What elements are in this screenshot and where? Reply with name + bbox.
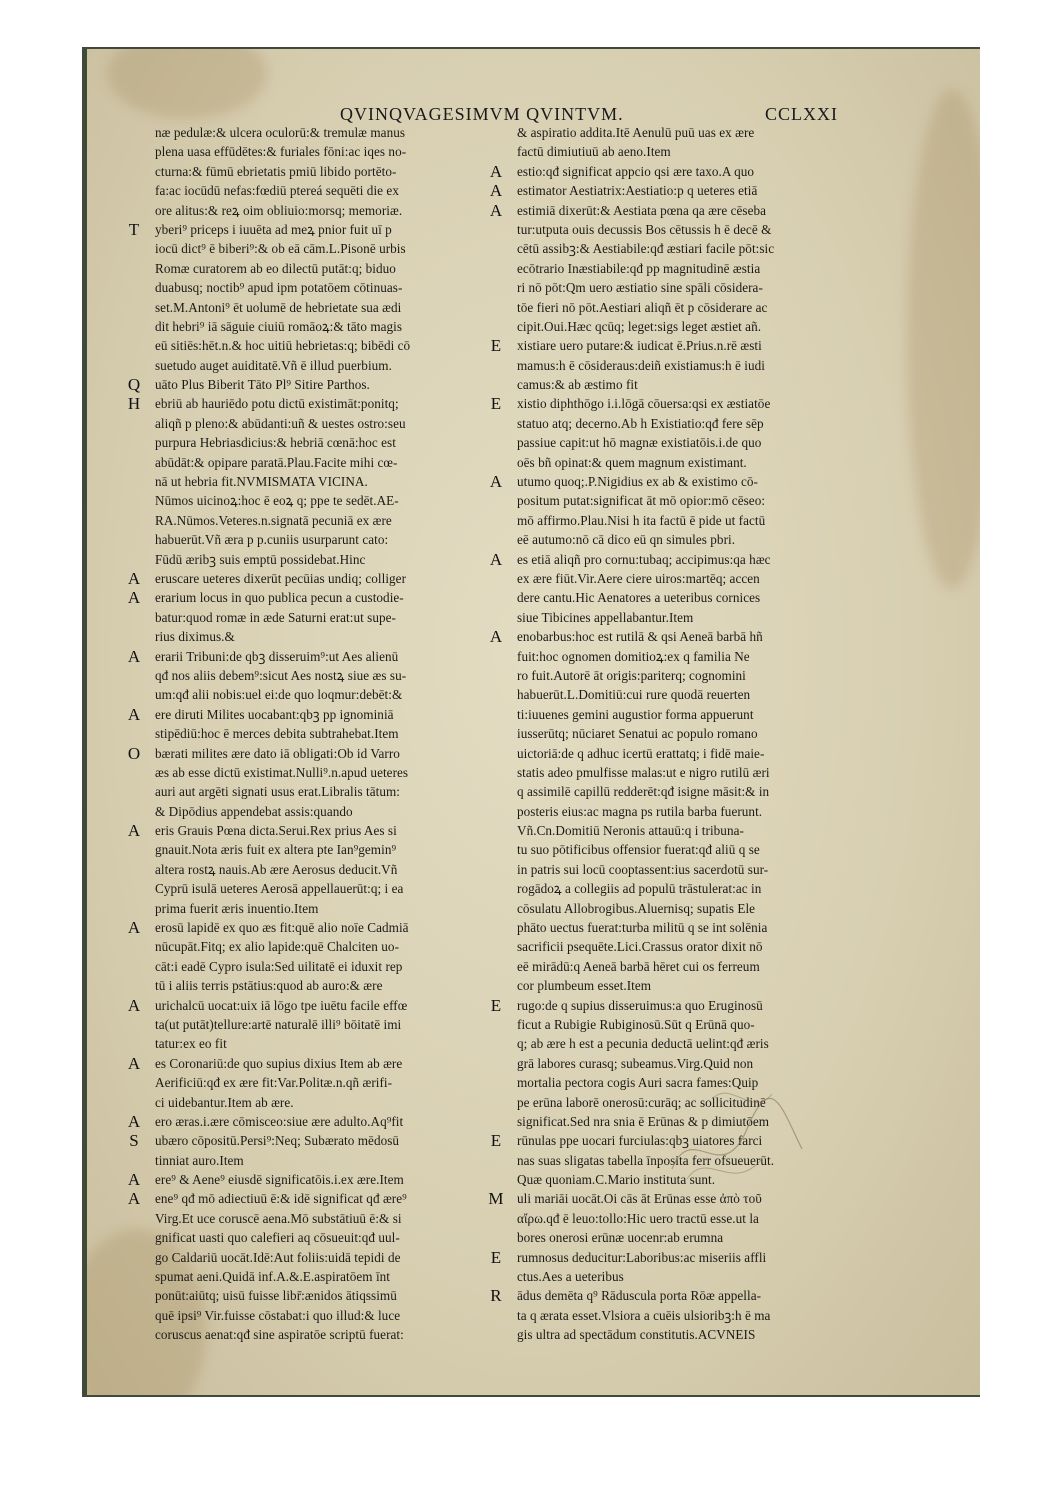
right-text-line [517,511,847,530]
line-text: fuit:hoc ognomen domitioꝝ:ex q familia Ne [517,648,750,664]
right-text-line [517,724,847,743]
right-text-line [489,472,847,492]
marginal-initial: A [127,568,141,588]
line-text: suetudo auget auiditatē.Vñ ē illud puerbium. [155,357,392,373]
marginal-initial: Q [127,375,141,395]
line-text: uictoriā:de q adhuc icertū erattatq; i fidē maie- [517,745,765,761]
left-text-line [155,627,485,646]
left-text-line [155,685,485,704]
line-text: ficut a Rubigie Rubiginosū.Sūt q Erūnā quo- [517,1016,755,1032]
line-text: positum putat:significat āt mō opior:mō cēseo: [517,493,766,509]
marginal-initial: A [127,1111,141,1131]
line-text: habuerūt.L.Domitiū:cui rure quodā reuerten [517,687,751,703]
line-text: ri nō pōt:Qm uero æstiatio sine spāli cōsidera- [517,280,763,296]
left-text-line [155,840,485,859]
right-text-line [490,1286,847,1306]
right-text-line [517,976,847,995]
line-text: gis ultra ad spectādum constitutis.ACVNEIS [517,1327,756,1343]
line-text: pe erūna laborē onerosū:curāq; ac sollicitudinē [517,1094,766,1110]
right-text-line [517,375,847,394]
left-text-line [155,162,485,181]
marginal-initial: A [127,1053,141,1073]
right-text-line [517,763,847,782]
marginal-initial: A [489,181,503,201]
marginal-initial: A [127,646,141,666]
line-text: passiue capit:ut hō magnæ existiatōis.i.de quo [517,435,762,451]
right-text-line [517,957,847,976]
line-text: eē mirādū:q Aeneā barbā hēret cui os ferreum [517,958,760,974]
line-text: gnificat uasti quo calefieri aq cōsueuit:qđ uul- [155,1230,400,1246]
left-text-line [127,995,485,1015]
marginal-initial: A [489,200,503,220]
line-text: ponūt:aiūtq; uisū fuisse libr̄:ænidos ātiqssimū [155,1288,397,1304]
line-text: mō affirmo.Plau.Nisi h ita factū ē pide ut factū [517,512,766,528]
line-text: abūdāt:& opipare paratā.Plau.Facite mihi cœ- [155,454,398,470]
line-text: cētū assibꝫ:& Aestiabile:qđ æstiari facile pōt:sic [517,241,775,257]
left-text-line [155,414,485,433]
line-text: ubæro cōpositū.Persi⁹:Neq; Subærato mēdosū [155,1133,400,1149]
left-text-line [155,550,485,569]
line-text: & Dipōdius appendebat assis:quando [155,803,353,819]
line-text: eris Grauis Pœna dicta.Serui.Rex prius Aes si [155,823,397,839]
left-text-line [127,375,485,395]
marginal-initial: A [127,704,141,724]
right-text-line [517,840,847,859]
left-text-line [127,646,485,666]
left-text-line [127,1189,485,1209]
marginal-initial: A [127,995,141,1015]
right-text-line [517,491,847,510]
line-text: dit hebri⁹ iā sāguie ciuiū romāoꝝ:& tāto magis [155,318,403,334]
left-text-line [127,394,485,414]
line-text: Cyprū isulā ueteres Aerosā appellauerūt:q; i ea [155,881,404,897]
line-text: iocū dict⁹ ē biberi⁹:& ob eā cām.L.Pisonē urbis [155,241,406,257]
left-text-line [155,724,485,743]
left-text-line [127,588,485,608]
right-text-line [517,821,847,840]
left-text-line [155,879,485,898]
right-text-line [517,1054,847,1073]
left-text-line [155,1093,485,1112]
left-text-line [127,1111,485,1131]
right-text-line [517,123,847,142]
right-text-line [517,317,847,336]
line-text: eē autumo:nō cā dico eū qn simules pbri. [517,532,736,548]
line-text: plena uasa effūdētes:& furiales fōni:ac iqes no- [155,144,407,160]
right-text-line [489,161,847,181]
right-text-line [517,879,847,898]
line-text: ro fuit.Autorē āt origis:pariterq; cognomini [517,667,746,683]
marginal-initial: A [489,161,503,181]
line-text: fa:ac iocūdū nefas:fœdiū ptereá sequēti die ex [155,183,399,199]
right-text-line [490,394,847,414]
line-text: Aerificiū:qđ ex ære fit:Var.Politæ.n.qñ ærifi- [155,1075,393,1091]
line-text: es etiā aliqñ pro cornu:tubaq; accipimus:qa hæc [517,551,771,567]
right-text-line [517,220,847,239]
right-text-line [517,433,847,452]
line-text: uāto Plus Biberit Tāto Pl⁹ Sitire Parthos. [155,377,370,393]
line-text: Virg.Et uce coruscē aena.Mō substātiuū ē:& si [155,1210,402,1226]
page-stain [907,89,980,589]
left-text-line [155,1151,485,1170]
line-text: nas suas sligatas tabella īnposita ferr ofsueuerūt. [517,1152,775,1168]
left-text-line [155,1015,485,1034]
line-text: spumat aeni.Quidā inf.A.&.E.aspiratōem īnt [155,1269,391,1285]
left-text-line [155,317,485,336]
scan-background [82,47,980,1397]
line-text: rumnosus deducitur:Laboribus:ac miseriis affli [517,1249,767,1265]
line-text: uli mariāi uocāt.Oi cās āt Erūnas esse ἀπὸ τοῦ [517,1191,762,1207]
right-text-line [517,298,847,317]
running-title: QVINQVAGESIMVM QVINTVM. [340,104,624,124]
line-text: estio:qđ significat appcio qsi ære taxo.A quo [517,163,755,179]
left-text-line [155,511,485,530]
right-text-line [517,1228,847,1247]
marginal-initial: E [490,1131,502,1151]
right-text-line [517,1267,847,1286]
marginal-initial: A [127,918,141,938]
line-text: q assimilē capillū redderēt:qđ isigne māsit:& in [517,784,770,800]
line-text: Quæ quoniam.C.Mario instituta sunt. [517,1172,716,1188]
marginal-initial: H [127,394,141,414]
line-text: ebriū ab hauriēdo potu dictū existimāt:ponitq; [155,396,399,412]
left-text-line [155,1286,485,1305]
left-text-line [127,821,485,841]
marginal-initial: A [489,627,503,647]
line-text: ādus demēta q⁹ Rādusculа porta Rōæ appella- [517,1288,762,1304]
left-text-line [155,782,485,801]
marginal-initial: M [488,1189,504,1209]
line-text: ta q ærata esset.Vlsiora a cuēis ulsioribꝫ:h ē ma [517,1307,771,1323]
line-text: cturna:& fūmū ebrietatis pmiū libido portēto- [155,163,397,179]
left-text-line [127,743,485,763]
line-text: Fūdū æribꝫ suis emptū possidebat.Hinc [155,551,366,567]
right-text-line [517,666,847,685]
right-text-line [517,860,847,879]
right-text-line [517,782,847,801]
left-text-line [155,957,485,976]
left-text-line [155,1306,485,1325]
line-text: go Caldariū uocāt.Idē:Aut foliis:uidā tepidi de [155,1249,401,1265]
line-text: ecōtrario Inæstiabile:qđ pp magnitudinē æstia [517,260,761,276]
right-text-line [490,995,847,1015]
right-text-line [517,259,847,278]
left-text-line [155,608,485,627]
line-text: Vñ.Cn.Domitiū Neronis attauū:q i tribuna- [517,823,744,839]
left-text-line [155,453,485,472]
line-text: nā ut hebria fit.NVMISMATA VICINA. [155,474,368,490]
marginal-initial: A [489,549,503,569]
left-text-line [155,1267,485,1286]
left-text-line [127,568,485,588]
line-text: grā labores curasq; subeamus.Virg.Quid non [517,1055,754,1071]
marginal-initial: T [128,219,140,239]
left-text-line [155,298,485,317]
left-text-line [155,1034,485,1053]
line-text: stipēdiū:hoc ē merces debita subtrahebat.Item [155,726,399,742]
left-text-line [155,899,485,918]
line-text: significat.Sed nra snia ē Erūnas & p dimiutōem [517,1113,770,1129]
right-text-line [517,802,847,821]
line-text: cōsulatu Allobrogibus.Aluernisq; supatis Ele [517,900,756,916]
right-text-line [517,278,847,297]
line-text: estimiā dixerūt:& Aestiata pœna qa ære cēseba [517,202,767,218]
line-text: in patris sui locū cooptassent:ius sacerdotū sur- [517,861,769,877]
page-stain [107,49,267,119]
line-text: siue Tibicines appellabantur.Item [517,609,694,625]
right-text-line [517,647,847,666]
line-text: bores onerosi erūnæ uocenr:ab erumna [517,1230,724,1246]
line-text: posteris eius:ac magna ps rutila barba fuerunt. [517,803,763,819]
right-text-line [517,356,847,375]
line-text: utumo quoq;.P.Nigidius ex ab & existimo cō- [517,474,758,490]
left-text-line [155,142,485,161]
left-text-line [155,860,485,879]
left-text-line [155,336,485,355]
right-text-line [517,1325,847,1344]
line-text: duabusq; noctib⁹ apud ipm potatōem cōtinuas- [155,280,403,296]
line-text: tōe fieri nō pōt.Aestiari aliqñ ēt p cōsiderare ac [517,299,768,315]
marginal-initial: E [490,336,502,356]
left-text-line [155,666,485,685]
line-text: iusserūtq; nūciaret Senatui ac populo romano [517,726,758,742]
line-text: purpura Hebriasdicius:& hebriā cœnā:hoc est [155,435,396,451]
line-text: ta(ut putāt)tellure:artē naturalē illi⁹ bōitatē imi [155,1016,402,1032]
line-text: ti:iuuenes gemini augustior forma appuerunt [517,706,754,722]
right-text-line [517,1306,847,1325]
line-text: ctus.Aes a ueteribus [517,1269,624,1285]
left-text-line [129,1131,485,1151]
marginal-initial: S [129,1131,139,1151]
line-text: mamus:h ē cōsideraus:deiñ existiamus:h ē iudi [517,357,766,373]
book-page [87,49,980,1395]
marginal-initial: A [127,1189,141,1209]
line-text: rogādoꝝ a collegiis ad populū trāstulerat:ac in [517,881,762,897]
line-text: æs ab esse dictū existimat.Nulli⁹.n.apud ueteres [155,764,409,780]
line-text: & aspiratio addita.Itē Aenulū puū uas ex ære [517,125,755,140]
left-text-line [155,763,485,782]
line-text: ero æras.i.ære cōmisceo:siue ære adulto.Aq⁹fit [155,1113,404,1129]
left-text-line [128,219,485,239]
marginal-initial: O [127,743,141,763]
left-text-line [155,278,485,297]
left-text-column [127,123,485,1345]
right-text-line [517,142,847,161]
left-text-line [155,1325,485,1344]
line-text: αἴρω.qđ ē leuo:tollo:Hic uero tractū esse.ut la [517,1210,759,1226]
line-text: rugo:de q supius disseruimus:a quo Eruginosū [517,997,763,1013]
line-text: batur:quod romæ in æde Saturni erat:ut supe- [155,609,396,625]
left-text-line [155,491,485,510]
line-text: estimator Aestiatrix:Aestiatio:p q ueteres etiā [517,183,758,199]
marginal-initial: R [490,1286,502,1306]
left-text-line [155,802,485,821]
left-text-line [127,1170,485,1190]
marginal-initial: E [490,1247,502,1267]
line-text: sacrificii psequēte.Lici.Crassus orator dixit nō [517,939,763,955]
line-text: dere cantu.Hic Aenatores a ueteribus cornices [517,590,761,606]
line-text: ere diruti Milites uocabant:qbꝫ pp ignominiā [155,706,394,722]
line-text: statuo atq; decerno.Ab h Existiatio:qđ fere sēp [517,415,764,431]
left-text-line [155,433,485,452]
line-text: RA.Nūmos.Veteres.n.signatā pecuniā ex ære [155,512,392,528]
line-text: næ pedulæ:& ulcera oculorū:& tremulæ manus [155,125,406,140]
left-text-line [155,976,485,995]
left-text-line [155,937,485,956]
line-text: oēs bñ opinat:& quem magnum existimant. [517,454,747,470]
line-text: xistiare uero putare:& iudicat ē.Prius.n.rē æsti [517,338,762,354]
line-text: set.M.Antoni⁹ ēt uolumē de hebrietate sua ædi [155,299,402,315]
right-text-line [517,453,847,472]
right-text-line [490,336,847,356]
left-text-line [127,704,485,724]
line-text: tur:utputa ouis decussis Bos cētussis h ē decē & [517,221,772,237]
left-text-line [155,1073,485,1092]
line-text: habuerūt.Vñ æra p p.cuniis usurparunt cato: [155,532,389,548]
left-text-line [155,239,485,258]
marginal-initial: A [127,588,141,608]
line-text: factū dimiutiuū ab aeno.Item [517,144,671,160]
line-text: bærati milites ære dato iā obligati:Ob id Varro [155,745,400,761]
left-text-line [155,201,485,220]
line-text: rius diximus.& [155,629,235,645]
line-text: tū i aliis terris pstātius:quod ab auro:& ære [155,978,383,994]
right-text-line [517,414,847,433]
right-text-line [517,1034,847,1053]
right-text-line [489,627,847,647]
line-text: erarii Tribuni:de qbꝫ disseruim⁹:ut Aes alienū [155,648,399,664]
left-text-line [155,181,485,200]
left-text-line [155,259,485,278]
line-text: Romæ curatorem ab eo dilectū putāt:q; biduo [155,260,396,276]
right-text-line [517,705,847,724]
right-text-line [517,937,847,956]
line-text: gnauit.Nota æris fuit ex altera pte Ian⁹gemin⁹ [155,842,397,858]
right-text-line [517,685,847,704]
marginal-initial: A [127,821,141,841]
left-text-line [155,472,485,491]
left-text-line [155,1228,485,1247]
line-text: ere⁹ & Aene⁹ eiusdē significatōis.i.ex ære.Item [155,1172,404,1188]
left-text-line [155,1209,485,1228]
right-text-line [517,569,847,588]
right-text-line [517,530,847,549]
line-text: quē ipsi⁹ Vir.fuisse cōstabat:i quo illud:& luce [155,1307,401,1323]
right-text-line [517,239,847,258]
line-text: tinniat auro.Item [155,1152,244,1168]
line-text: aliqñ p pleno:& abūdanti:uñ & uestes ostro:seu [155,415,406,431]
line-text: xistio diphthōgo i.i.lōgā cōuersa:qsi ex æstiatōe [517,396,771,412]
line-text: eruscare ueteres dixerūt pecūias undiq; colliger [155,570,407,586]
line-text: mortalia pectora cogis Auri sacra fames:Quip [517,1075,759,1091]
left-text-line [155,356,485,375]
right-text-line [517,899,847,918]
right-text-line [517,608,847,627]
marginal-initial: A [127,1170,141,1190]
line-text: Nūmos uicinoꝝ:hoc ē eoꝝ q; ppe te sedēt.AE- [155,493,399,509]
marginal-initial: E [490,995,502,1015]
marginal-initial: E [490,394,502,414]
right-text-line [517,744,847,763]
right-text-line [517,588,847,607]
line-text: tu suo pōtificibus offensior fuerat:qđ aliū q se [517,842,760,858]
line-text: nūcupāt.Fitq; ex alio lapide:quē Chalciten uo- [155,939,400,955]
line-text: ene⁹ qđ mō adiectiuū ē:& idē significat qđ ære⁹ [155,1191,407,1207]
right-text-line [490,1247,847,1267]
line-text: es Coronariū:de quo supius dixius Item ab ære [155,1055,403,1071]
line-text: cor plumbeum esset.Item [517,978,652,994]
line-text: cāt:i eadē Cypro isula:Sed uilitatē ei iduxit rep [155,958,403,974]
line-text: ore alitus:& reꝝ oim obliuio:morsq; memoriæ. [155,202,403,218]
line-text: ci uidebantur.Item ab ære. [155,1094,294,1110]
line-text: enobarbus:hoc est rutilā & qsi Aeneā barbā hñ [517,629,763,645]
line-text: phāto uectus fuerat:turba militū q se int solēnia [517,920,768,936]
left-text-line [127,918,485,938]
line-text: um:qđ alii nobis:uel ei:de quo loqmur:debēt:& [155,687,403,703]
line-text: urichalcū uocat:uix iā lōgo tpe iuētu facile effœ [155,997,408,1013]
folio-number: CCLXXI [765,104,838,124]
line-text: erosū lapidē ex quo æs fit:quē alio noīe Cadmiā [155,920,409,936]
left-text-line [155,530,485,549]
right-text-line [489,181,847,201]
line-text: camus:& ab æstimo fit [517,377,638,393]
line-text: statis adeo pmulfisse malas:ut e nigro rutilū æri [517,764,770,780]
line-text: cipit.Oui.Hæc qcūq; leget:sigs leget æstiet añ. [517,318,762,334]
line-text: ex ære fiūt.Vir.Aere ciere uiros:martēq; accen [517,570,760,586]
line-text: altera rostꝝ nauis.Ab ære Aerosus deducit.Vñ [155,861,398,877]
line-text: yberi⁹ priceps i iuuēta ad meꝝ pnior fuit uī p [155,221,392,237]
left-text-line [127,1053,485,1073]
marginal-initial: A [489,472,503,492]
right-text-line [517,918,847,937]
marginal-scribble-annotation [652,1079,812,1199]
line-text: eū sitiēs:hēt.n.& hoc uitiū hebrietas:q; bibēdi cō [155,338,411,354]
line-text: auri aut argēti signati usus erat.Libralis tātum: [155,784,401,800]
line-text: tatur:ex eo fit [155,1036,227,1052]
line-text: rūnulas ppe uocari furciulas:qbꝫ uiatores farci [517,1133,763,1149]
line-text: erarium locus in quo publica pecun a custodie- [155,590,404,606]
right-text-line [489,200,847,220]
line-text: qđ nos aliis debem⁹:sicut Aes nostꝝ siue æs su- [155,667,407,683]
left-text-line [155,1248,485,1267]
line-text: coruscus aenat:qđ sine aspiratōe scriptū fuerat: [155,1327,404,1343]
line-text: prima fuerit æris inuentio.Item [155,900,319,916]
right-text-line [517,1209,847,1228]
left-text-line [155,123,485,142]
line-text: q; ab ære h est a pecunia deductā uelint:qđ æris [517,1036,769,1052]
right-text-line [489,549,847,569]
right-text-line [517,1015,847,1034]
